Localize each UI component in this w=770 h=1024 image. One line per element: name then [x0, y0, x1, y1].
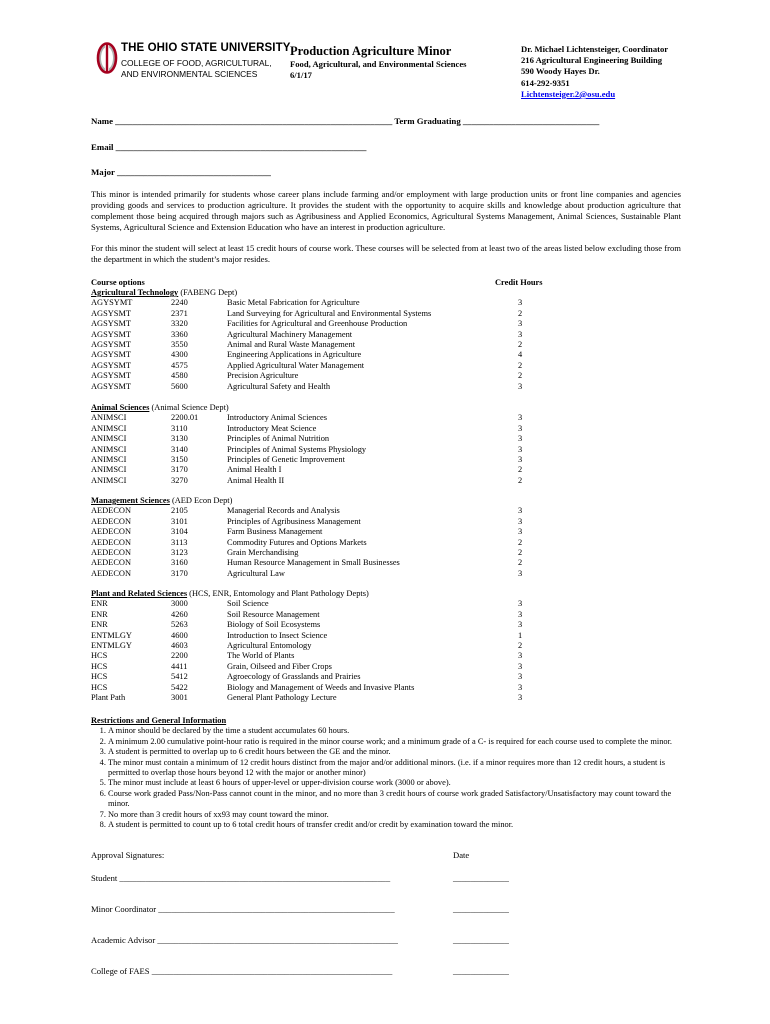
- course-row: [91, 361, 691, 371]
- course-subject: AGSYSMT: [91, 381, 132, 391]
- course-credits: 3: [518, 692, 523, 702]
- course-title: Animal and Rural Waste Management: [227, 339, 356, 349]
- course-row: [91, 517, 691, 527]
- course-number: 3101: [171, 516, 188, 526]
- course-title: Animal Health I: [227, 465, 282, 475]
- course-row: [91, 350, 691, 360]
- course-row: [91, 569, 691, 579]
- course-number: 3113: [171, 537, 188, 547]
- course-number: 3110: [171, 423, 188, 433]
- course-number: 4600: [171, 630, 188, 640]
- student-signature-line[interactable]: Student _______________________________________________________________: [91, 873, 391, 883]
- course-title: Introductory Meat Science: [227, 423, 317, 433]
- restriction-item: 5. The minor must include at least 6 hours of upper-level or upper-division course work (3000 or above).: [108, 778, 691, 788]
- course-row: [91, 548, 691, 558]
- course-subject: ENTMLGY: [91, 640, 132, 650]
- course-row: [91, 424, 691, 434]
- course-row: [91, 476, 691, 486]
- coordinator-building: 216 Agricultural Engineering Building: [521, 55, 663, 66]
- restrictions-list: [91, 726, 691, 830]
- course-title: Agroecology of Grasslands and Prairies: [227, 672, 361, 682]
- course-number: 4575: [171, 360, 188, 370]
- section-dept: (HCS, ENR, Entomology and Plant Pathology Depts): [187, 589, 369, 598]
- ohio-state-logo-icon: [96, 41, 118, 75]
- section-dept: (AED Econ Dept): [169, 496, 233, 505]
- course-subject: AGSYSMT: [91, 339, 132, 349]
- course-credits: 3: [518, 506, 523, 516]
- course-credits: 3: [518, 661, 523, 671]
- course-number: 4603: [171, 640, 188, 650]
- course-title: Facilities for Agricultural and Greenhouse Production: [227, 319, 408, 329]
- course-credits: 2: [518, 308, 523, 318]
- restriction-item: 2. A minimum 2.00 cumulative point-hour ratio is required in the minor course work; and a minimum grade of a C- is required for each course used to complete the minor.: [108, 737, 691, 747]
- course-row: [91, 455, 691, 465]
- course-title: Precision Agriculture: [227, 371, 299, 381]
- page-title: Production Agriculture Minor: [290, 44, 452, 58]
- course-title: Soil Resource Management: [227, 609, 320, 619]
- course-number: 4411: [171, 661, 188, 671]
- course-credits: 2: [518, 339, 523, 349]
- course-credits: 4: [518, 350, 523, 360]
- course-title: Land Surveying for Agricultural and Environmental Systems: [227, 308, 432, 318]
- course-number: 5412: [171, 672, 188, 682]
- course-title: Introductory Animal Sciences: [227, 413, 328, 423]
- course-credits: 3: [518, 527, 523, 537]
- course-number: 2371: [171, 308, 188, 318]
- course-number: 3104: [171, 527, 188, 537]
- course-subject: HCS: [91, 661, 108, 671]
- course-number: 3170: [171, 568, 188, 578]
- course-number: 3130: [171, 434, 188, 444]
- restriction-item: 3. A student is permitted to overlap up to 6 credit hours between the GE and the minor.: [108, 747, 691, 757]
- course-credits: 2: [518, 640, 523, 650]
- course-title: Managerial Records and Analysis: [227, 506, 340, 516]
- course-subject: ANIMSCI: [91, 413, 127, 423]
- course-title: Grain, Oilseed and Fiber Crops: [227, 661, 332, 671]
- course-row: [91, 599, 691, 609]
- course-subject: ANIMSCI: [91, 423, 127, 433]
- intro-paragraph: This minor is intended primarily for students whose career plans include farming and/or employment with large production units or front line companies and agencies providing goods and services to production agriculture. It provides the student with the opportunity to acquire skills and knowledge about production agriculture that complement those being acquired through majors such as Agribusiness and Applied Economics, Agricultural Systems Management, Animal Sciences, Sustainable Plant Systems, Agricultural Science and Extension Education who have an interest in production agriculture.: [91, 189, 681, 232]
- section-heading: [91, 403, 691, 413]
- date-heading: Date: [453, 850, 470, 860]
- course-credits: 3: [518, 423, 523, 433]
- coordinator-email-link[interactable]: Lichtensteiger.2@osu.edu: [521, 88, 616, 99]
- section-dept: (Animal Science Dept): [149, 403, 229, 412]
- course-subject: AEDECON: [91, 516, 132, 526]
- course-row: [91, 506, 691, 516]
- coordinator-name: Dr. Michael Lichtensteiger, Coordinator: [521, 44, 669, 54]
- course-title: Principles of Agribusiness Management: [227, 516, 361, 526]
- course-subject: HCS: [91, 672, 108, 682]
- course-credits: 2: [518, 465, 523, 475]
- course-credits: 2: [518, 558, 523, 568]
- course-section: [91, 589, 691, 703]
- course-number: 4260: [171, 609, 188, 619]
- course-credits: 3: [518, 381, 523, 391]
- course-subject: AEDECON: [91, 506, 132, 516]
- course-title: Animal Health II: [227, 475, 285, 485]
- course-row: [91, 631, 691, 641]
- course-title: Agricultural Law: [227, 568, 285, 578]
- course-subject: ANIMSCI: [91, 465, 127, 475]
- course-number: 3150: [171, 454, 188, 464]
- course-subject: ANIMSCI: [91, 475, 127, 485]
- course-title: Soil Science: [227, 599, 269, 609]
- course-title: Farm Business Management: [227, 527, 323, 537]
- section-title: Agricultural Technology: [91, 288, 179, 297]
- course-row: [91, 371, 691, 381]
- credit-hours-heading: Credit Hours: [495, 278, 543, 287]
- college-line-1: COLLEGE OF FOOD, AGRICULTURAL,: [121, 58, 272, 68]
- course-row: [91, 340, 691, 350]
- course-credits: 3: [518, 329, 523, 339]
- course-credits: 3: [518, 516, 523, 526]
- course-row: [91, 558, 691, 568]
- coordinator-address: 590 Woody Hayes Dr.: [521, 66, 600, 77]
- course-credits: 3: [518, 319, 523, 329]
- course-title: Agricultural Machinery Management: [227, 329, 353, 339]
- course-subject: AEDECON: [91, 568, 132, 578]
- restrictions-block: [91, 716, 691, 830]
- course-number: 3360: [171, 329, 188, 339]
- course-subject: AGSYSMT: [91, 329, 132, 339]
- course-credits: 3: [518, 444, 523, 454]
- coordinator-block: [521, 44, 668, 100]
- course-credits: 3: [518, 568, 523, 578]
- course-credits: 3: [518, 682, 523, 692]
- course-subject: ENTMLGY: [91, 630, 132, 640]
- course-title: Principles of Animal Systems Physiology: [227, 444, 367, 454]
- restriction-item: 8. A student is permitted to count up to 6 total credit hours of transfer credit and/or credit by examination toward the minor.: [108, 820, 691, 830]
- course-subject: ANIMSCI: [91, 434, 127, 444]
- course-credits: 3: [518, 413, 523, 423]
- restrictions-title: Restrictions and General Information: [91, 716, 227, 725]
- course-title: Principles of Animal Nutrition: [227, 434, 330, 444]
- major-field[interactable]: Major ___________________________________: [91, 167, 271, 177]
- course-title: Basic Metal Fabrication for Agriculture: [227, 298, 360, 308]
- course-row: [91, 445, 691, 455]
- course-title: Applied Agricultural Water Management: [227, 360, 365, 370]
- course-section: [91, 288, 691, 392]
- course-subject: ANIMSCI: [91, 444, 127, 454]
- course-number: 2200.01: [171, 413, 199, 423]
- course-row: [91, 434, 691, 444]
- course-number: 3140: [171, 444, 188, 454]
- course-credits: 1: [518, 630, 523, 640]
- coordinator-phone: 614-292-9351: [521, 77, 570, 88]
- course-number: 2105: [171, 506, 188, 516]
- course-row: [91, 693, 691, 703]
- course-number: 5600: [171, 381, 188, 391]
- course-number: 3270: [171, 475, 188, 485]
- course-row: [91, 662, 691, 672]
- course-number: 5422: [171, 682, 188, 692]
- course-credits: 3: [518, 620, 523, 630]
- course-subject: AGYSYMT: [91, 298, 133, 308]
- section-title: Plant and Related Sciences: [91, 589, 188, 598]
- course-row: [91, 683, 691, 693]
- subtitle: Food, Agricultural, and Environmental Sciences: [290, 59, 467, 69]
- course-row: [91, 620, 691, 630]
- course-subject: ENR: [91, 620, 108, 630]
- course-subject: AEDECON: [91, 537, 132, 547]
- course-number: 3001: [171, 692, 188, 702]
- requirements-paragraph: For this minor the student will select at least 15 credit hours of course work. These courses will be selected from at least two of the areas listed below excluding those from the department in which the student’s major resides.: [91, 243, 681, 264]
- course-row: [91, 382, 691, 392]
- course-credits: 3: [518, 609, 523, 619]
- course-number: 3320: [171, 319, 188, 329]
- course-subject: AEDECON: [91, 547, 132, 557]
- course-title: Grain Merchandising: [227, 547, 299, 557]
- university-name: THE OHIO STATE UNIVERSITY: [121, 42, 291, 54]
- course-row: [91, 641, 691, 651]
- minor-coordinator-signature-line[interactable]: Minor Coordinator _______________________________________________________: [91, 904, 395, 914]
- email-field[interactable]: Email _________________________________________________________: [91, 142, 367, 152]
- restriction-item: 4. The minor must contain a minimum of 12 credit hours distinct from the major and/or additional minors. (i.e. if a minor requires more than 12 credit hours, a student is permitted to overlap those hours beyond 12 with the major or another minor): [108, 758, 691, 779]
- course-credits: 3: [518, 454, 523, 464]
- academic-advisor-signature-line[interactable]: Academic Advisor ________________________________________________________: [91, 935, 398, 945]
- course-subject: Plant Path: [91, 692, 126, 702]
- approval-signatures-heading: Approval Signatures:: [91, 850, 165, 860]
- section-heading: [91, 496, 691, 506]
- course-number: 3123: [171, 547, 188, 557]
- course-row: [91, 413, 691, 423]
- course-number: 2200: [171, 651, 188, 661]
- course-subject: AGSYSMT: [91, 350, 132, 360]
- section-dept: (FABENG Dept): [178, 288, 238, 297]
- course-credits: 2: [518, 537, 523, 547]
- restriction-item: 1. A minor should be declared by the time a student accumulates 60 hours.: [108, 726, 691, 736]
- course-subject: ENR: [91, 599, 108, 609]
- course-row: [91, 651, 691, 661]
- course-credits: 3: [518, 672, 523, 682]
- course-title: The World of Plants: [227, 651, 295, 661]
- course-credits: 3: [518, 651, 523, 661]
- course-title: General Plant Pathology Lecture: [227, 692, 337, 702]
- course-title: Principles of Genetic Improvement: [227, 454, 345, 464]
- subtitle-block: [290, 59, 467, 81]
- course-row: [91, 330, 691, 340]
- course-credits: 2: [518, 547, 523, 557]
- course-row: [91, 527, 691, 537]
- course-credits: 2: [518, 360, 523, 370]
- course-title: Biology of Soil Ecosystems: [227, 620, 321, 630]
- college-date-line[interactable]: _____________: [453, 966, 509, 976]
- course-credits: 3: [518, 599, 523, 609]
- course-credits: 3: [518, 298, 523, 308]
- document-date: 6/1/17: [290, 70, 312, 80]
- course-row: [91, 672, 691, 682]
- course-row: [91, 465, 691, 475]
- course-subject: HCS: [91, 682, 108, 692]
- advisor-date-line[interactable]: _____________: [453, 935, 509, 945]
- course-subject: AGSYSMT: [91, 371, 132, 381]
- course-title: Human Resource Management in Small Businesses: [227, 558, 400, 568]
- course-title: Agricultural Safety and Health: [227, 381, 331, 391]
- course-number: 4300: [171, 350, 188, 360]
- restriction-item: 7. No more than 3 credit hours of xx93 may count toward the minor.: [108, 810, 691, 820]
- course-credits: 2: [518, 475, 523, 485]
- course-number: 3170: [171, 465, 188, 475]
- course-number: 5263: [171, 620, 188, 630]
- course-subject: AGSYSMT: [91, 319, 132, 329]
- college-faes-signature-line[interactable]: College of FAES ________________________________________________________: [91, 966, 393, 976]
- course-title: Biology and Management of Weeds and Invasive Plants: [227, 682, 415, 692]
- section-title: Animal Sciences: [91, 403, 150, 412]
- course-title: Commodity Futures and Options Markets: [227, 537, 367, 547]
- course-row: [91, 298, 691, 308]
- course-credits: 2: [518, 371, 523, 381]
- section-title: Management Sciences: [91, 496, 170, 505]
- course-title: Engineering Applications in Agriculture: [227, 350, 362, 360]
- course-section: [91, 403, 691, 486]
- course-subject: HCS: [91, 651, 108, 661]
- course-number: 3000: [171, 599, 188, 609]
- restriction-item: 6. Course work graded Pass/Non-Pass cannot count in the minor, and no more than 3 credit hours of course work graded Satisfactory/Unsatisfactory may count toward the minor.: [108, 789, 691, 810]
- course-options-heading: Course options: [91, 278, 145, 287]
- course-row: [91, 319, 691, 329]
- course-title: Introduction to Insect Science: [227, 630, 328, 640]
- course-subject: AEDECON: [91, 527, 132, 537]
- course-number: 4580: [171, 371, 188, 381]
- coordinator-date-line[interactable]: _____________: [453, 904, 509, 914]
- college-line-2: AND ENVIRONMENTAL SCIENCES: [121, 69, 258, 79]
- course-number: 3550: [171, 339, 188, 349]
- course-row: [91, 610, 691, 620]
- student-date-line[interactable]: _____________: [453, 873, 509, 883]
- course-subject: ANIMSCI: [91, 454, 127, 464]
- course-number: 3160: [171, 558, 188, 568]
- college-name: [121, 58, 272, 80]
- course-subject: AEDECON: [91, 558, 132, 568]
- course-subject: AGSYSMT: [91, 308, 132, 318]
- course-subject: AGSYSMT: [91, 360, 132, 370]
- section-heading: [91, 589, 691, 599]
- course-section: [91, 496, 691, 579]
- section-heading: [91, 288, 691, 298]
- course-title: Agricultural Entomology: [227, 640, 312, 650]
- course-subject: ENR: [91, 609, 108, 619]
- course-row: [91, 538, 691, 548]
- course-row: [91, 309, 691, 319]
- course-credits: 3: [518, 434, 523, 444]
- course-number: 2240: [171, 298, 188, 308]
- name-field[interactable]: Name _______________________________________________________________ Term Graduating _______________________________: [91, 116, 600, 126]
